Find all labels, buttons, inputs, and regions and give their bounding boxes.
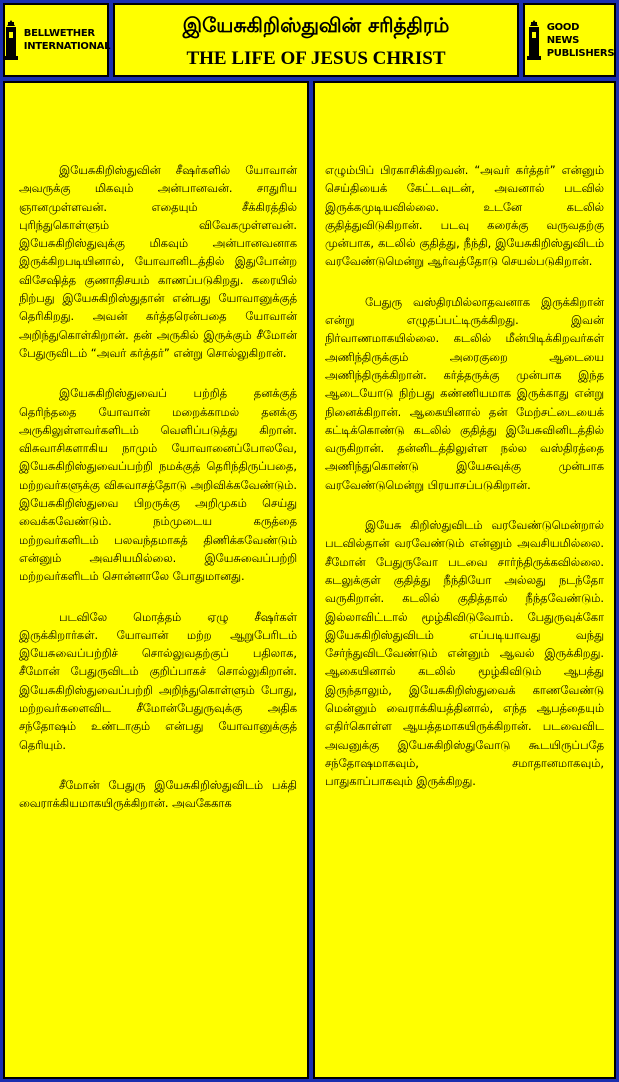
paragraph: சீமோன் பேதுரு இயேசுகிறிஸ்துவிடம் பக்தி வைராக்கியமாகயிருக்கிறான். அவகேகாக — [19, 777, 297, 811]
paragraph: இயேசு கிறிஸ்துவிடம் வரவேண்டுமென்றால் படவில்தான் வரவேண்டும் என்னும் அவசியமில்லை. சீமோன் பேதுருவோ படவை சார்ந்திருக்கவில்லை. கடலுக்குள் குதித்து நீந்தியோ அல்லது நடந்தோ வருகிறான். கடலில் குதித்தால் நீந்தவேண்டும். இல்லாவிட்டால் மூழ்கிவிடுவோம். பேதுருவுக்கோ இயேசுகிறிஸ்துவிடம் எப்படியாவது வந்து சேர்ந்துவிடவேண்டும் என்னும் ஆவல் இருக்கிறது. ஆகையினால் கடலில் மூழ்கிவிடும் ஆபத்து இருந்தாலும், இயேசுகிறிஸ்துவைக் காணவேண்டு மென்னும் வைராக்கியத்தினால், எந்த ஆபத்தையும் எதிர்கொள்ள ஆயத்தமாகயிருக்கிறான். படவைவிட அவனுக்கு இயேசுகிறிஸ்துவோடு கூடயிருப்பதே சந்தோஷமாகவும், சமாதானமாகவும், பாதுகாப்பாகவும் இருக்கிறது. — [325, 518, 604, 789]
page-title-tamil: இயேசுகிறிஸ்துவின் சரித்திரம் — [182, 13, 450, 37]
paragraph: இயேசுகிறிஸ்துவின் சீஷர்களில் யோவான் அவருக்கு மிகவும் அன்பானவன். சாதுரிய ஞானமுள்ளவன். எதையும் சீக்கிரத்தில் புரிந்துகொள்ளும் விவேகமுள்ளவன். இயேசுகிறிஸ்துவுக்கு மிகவும் அன்பானவனாக இருக்கிறபடியினால், யோவானிடத்தில் இதுபோன்ற விசேஷித்த குணாதிசயம் காணப்படுகிறது. கரையில் நிற்பது இயேசுகிறிஸ்துதான் என்பது யோவானுக்குத் தெரிகிறது. அவன் கர்த்தரென்பதை யோவான் அறிந்துகொள்கிறான். தன் அருகில் இருக்கும் சீமோன் பேதுருவிடம் “அவர் கர்த்தர்” என்று சொல்லுகிறான். — [19, 163, 297, 360]
logo-right-line2: PUBLISHERS — [546, 47, 615, 59]
right-text-column — [313, 81, 616, 1079]
title-banner — [113, 3, 519, 77]
paragraph: படவிலே மொத்தம் ஏழு சீஷர்கள் இருக்கிறார்கள். யோவான் மற்ற ஆறுபேரிடம் இயேசுவைப்பற்றிச் சொல்லுவதற்குப் பதிலாக, சீமோன் பேதுருவிடம் குறிப்பாகச் சொல்லுகிறான். இயேசுகிறிஸ்துவைப்பற்றி அறிந்துகொள்ளும் போது, மற்றவர்களைவிட சீமோன்பேதுருவுக்கு அதிக சந்தோஷம் உண்டாகும் என்பது யோவானுக்குத் தெரியும். — [19, 609, 297, 752]
page-title-english: THE LIFE OF JESUS CHRIST — [186, 48, 446, 69]
paragraph: இயேசுகிறிஸ்துவைப் பற்றித் தனக்குத் தெரிந்ததை யோவான் மறைக்காமல் தனக்கு அருகிலுள்ளவர்களிடம் வெளிப்படுத்து கிறான். விசுவாசிகளாகிய நாமும் யோவானைப்போலவே, இயேசுகிறிஸ்துவைப்பற்றி நமக்குத் தெரிந்திருப்பதை, மற்றவர்களுக்கு விசுவாசத்தோடு அறிவிக்கவேண்டும். இயேசுகிறிஸ்துவை பிறருக்கு அறிமுகம் செய்து வைக்கவேண்டும். நம்முடைய கருத்தை மற்றவர்களிடம் பலவந்தமாகத் திணிக்கவேண்டும் என்னும் அவசியமில்லை. இயேசுவைப்பற்றி மற்றவர்களிடம் சொன்னாலே போதுமானது. — [19, 386, 297, 584]
paragraph: எழும்பிப் பிரகாசிக்கிறவன். “அவர் கர்த்தர்” என்னும் செய்தியைக் கேட்டவுடன், அவனால் படவில் இருக்கமுடியவில்லை. உடனே கடலில் குதித்துவிடுகிறான். படவு கரைக்கு வருவதற்கு முன்பாக, கடலில் குதித்து, நீந்தி, இயேசுகிறிஸ்துவிடம் வரவேண்டுமென்று ஆர்வத்தோடு செயல்படுகிறான். — [325, 163, 604, 269]
logo-left-line1: BELLWETHER — [23, 28, 95, 39]
good-news-logo — [523, 3, 616, 77]
logo-left-line2: INTERNATIONAL — [23, 41, 111, 52]
paragraph: பேதுரு வஸ்திரமில்லாதவனாக இருக்கிறான் என்று எழுதப்பட்டிருக்கிறது. இவன் நிர்வாணமாகயில்லை. கடலில் மீன்பிடிக்கிறவர்கள் அணிந்திருக்கும் அரைகுறை ஆடையை அணிந்திருக்கிறான். கர்த்தருக்கு முன்பாக இந்த ஆடையோடு நிற்பது கண்ணியமாக இருக்காது என்று நினைக்கிறான். ஆகையினால் தன் மேற்சட்டையைக் கட்டிக்கொண்டு கடலில் குதித்து இயேசுவினிடத்தில் வருகிறான். தன்னிடத்திலுள்ள நல்ல வஸ்திரத்தை அணிந்துகொண்டு இயேசுவுக்கு முன்பாக வரவேண்டுமென்று பிரயாசப்படுகிறான். — [325, 294, 604, 492]
bellwether-logo — [3, 3, 109, 77]
bell-tower-icon — [525, 20, 543, 60]
bell-tower-icon — [2, 20, 20, 60]
logo-right-line1: GOOD NEWS — [546, 21, 580, 46]
left-text-column — [3, 81, 309, 1079]
